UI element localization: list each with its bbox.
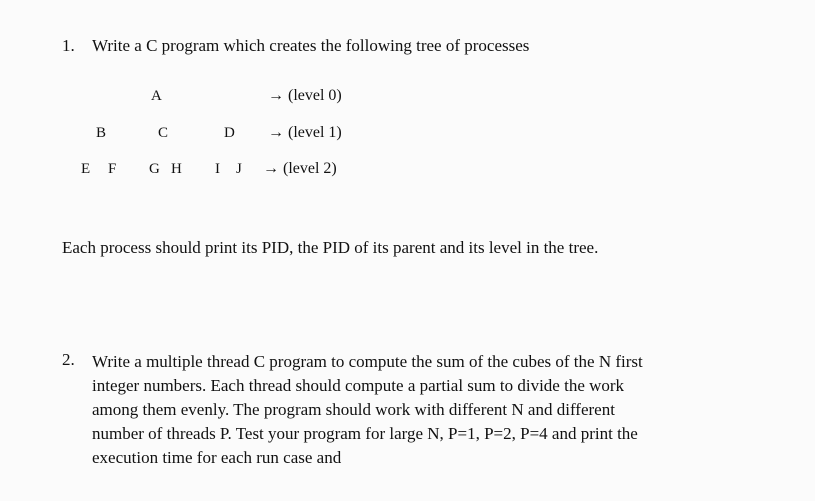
question-2-line: number of threads P. Test your program for large N, P=1, P=2, P=4 and print the bbox=[92, 424, 638, 443]
question-1-instruction: Each process should print its PID, the PID of its parent and its level in the tree. bbox=[62, 238, 599, 257]
level-1-label: → (level 1) bbox=[268, 124, 342, 141]
tree-node-f: F bbox=[108, 161, 117, 177]
question-2-line: execution time for each run case and bbox=[92, 448, 342, 467]
tree-node-e: E bbox=[81, 161, 91, 177]
level-0-label: → (level 0) bbox=[268, 87, 342, 104]
tree-node-j: J bbox=[236, 161, 242, 177]
tree-node-c: C bbox=[158, 125, 169, 141]
question-1-prompt: Write a C program which creates the following tree of processes bbox=[92, 36, 530, 55]
question-1-number: 1. bbox=[62, 36, 75, 55]
question-2-number: 2. bbox=[62, 350, 75, 369]
question-2-line: integer numbers. Each thread should compute a partial sum to divide the work bbox=[92, 376, 625, 395]
question-2-line: Write a multiple thread C program to compute the sum of the cubes of the N first bbox=[92, 352, 643, 371]
level-2-label: → (level 2) bbox=[263, 160, 337, 177]
question-2-line: among them evenly. The program should work with different N and different bbox=[92, 400, 615, 419]
question-2-body bbox=[92, 350, 792, 470]
tree-node-g: G bbox=[149, 161, 160, 177]
tree-node-b: B bbox=[96, 125, 107, 141]
tree-node-i: I bbox=[215, 161, 220, 177]
tree-node-a: A bbox=[151, 88, 162, 104]
tree-node-h: H bbox=[171, 161, 182, 177]
tree-node-d: D bbox=[224, 125, 235, 141]
